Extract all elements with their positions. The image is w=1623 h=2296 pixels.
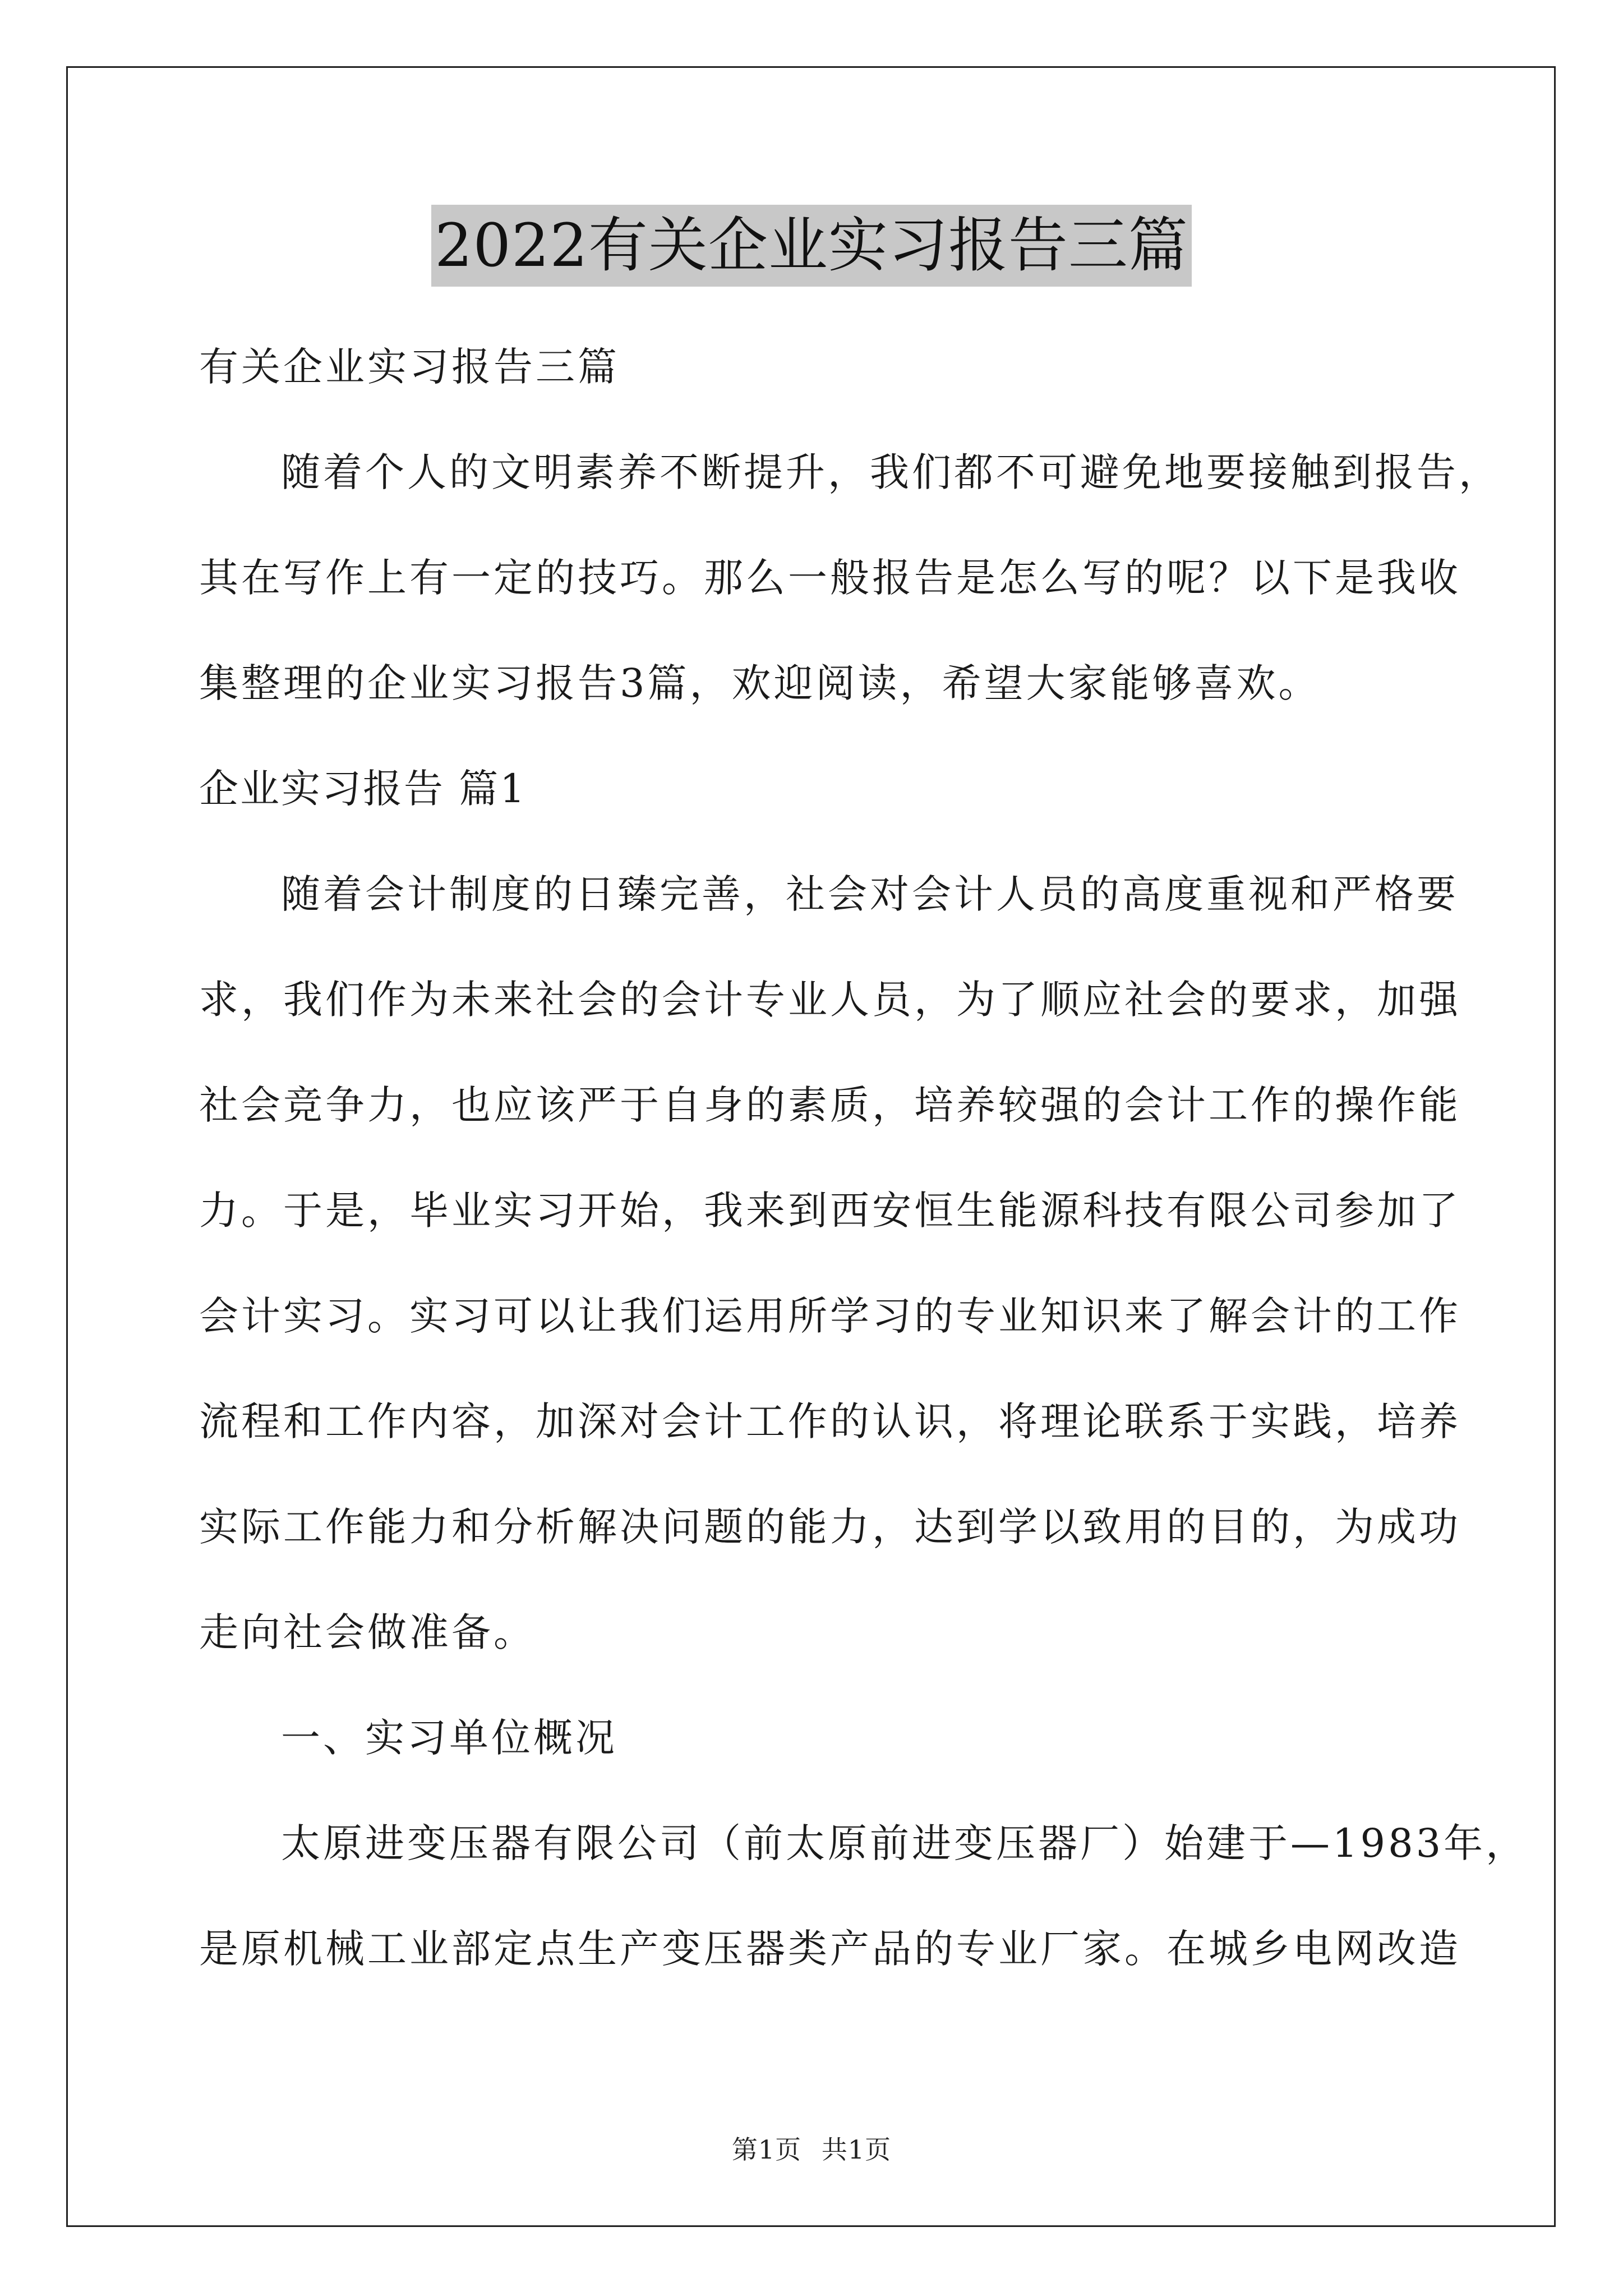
text-line: 流程和工作内容，加深对会计工作的认识，将理论联系于实践，培养 <box>199 1398 1461 1444</box>
text-line: 随着个人的文明素养不断提升，我们都不可避免地要接触到报告， <box>281 449 1501 495</box>
subsection-heading: 一、实习单位概况 <box>281 1715 617 1761</box>
text-line: 求，我们作为未来社会的会计专业人员，为了顺应社会的要求，加强 <box>199 977 1461 1023</box>
text-line: 力。于是，毕业实习开始，我来到西安恒生能源科技有限公司参加了 <box>199 1188 1461 1234</box>
section-heading: 企业实习报告 篇1 <box>199 766 527 812</box>
text-line: 随着会计制度的日臻完善，社会对会计人员的高度重视和严格要 <box>281 871 1459 917</box>
page-footer <box>0 2133 1623 2166</box>
text-line: 太原进变压器有限公司（前太原前进变压器厂）始建于—1983年， <box>281 1820 1528 1866</box>
text-line: 其在写作上有一定的技巧。那么一般报告是怎么写的呢？以下是我收 <box>199 555 1461 601</box>
page-total: 共1页 <box>821 2134 892 2165</box>
text-line: 会计实习。实习可以让我们运用所学习的专业知识来了解会计的工作 <box>199 1293 1461 1339</box>
text-line: 走向社会做准备。 <box>199 1609 536 1655</box>
text-line: 有关企业实习报告三篇 <box>199 344 620 390</box>
text-line: 是原机械工业部定点生产变压器类产品的专业厂家。在城乡电网改造 <box>199 1926 1461 1972</box>
text-line: 社会竞争力，也应该严于自身的素质，培养较强的会计工作的操作能 <box>199 1082 1461 1128</box>
document-title: 2022有关企业实习报告三篇 <box>431 205 1192 287</box>
text-line: 实际工作能力和分析解决问题的能力，达到学以致用的目的，为成功 <box>199 1504 1461 1550</box>
text-line: 集整理的企业实习报告3篇，欢迎阅读，希望大家能够喜欢。 <box>199 660 1321 706</box>
title-container <box>0 205 1623 287</box>
page-number: 第1页 <box>731 2134 802 2165</box>
document-body <box>199 314 1528 2001</box>
